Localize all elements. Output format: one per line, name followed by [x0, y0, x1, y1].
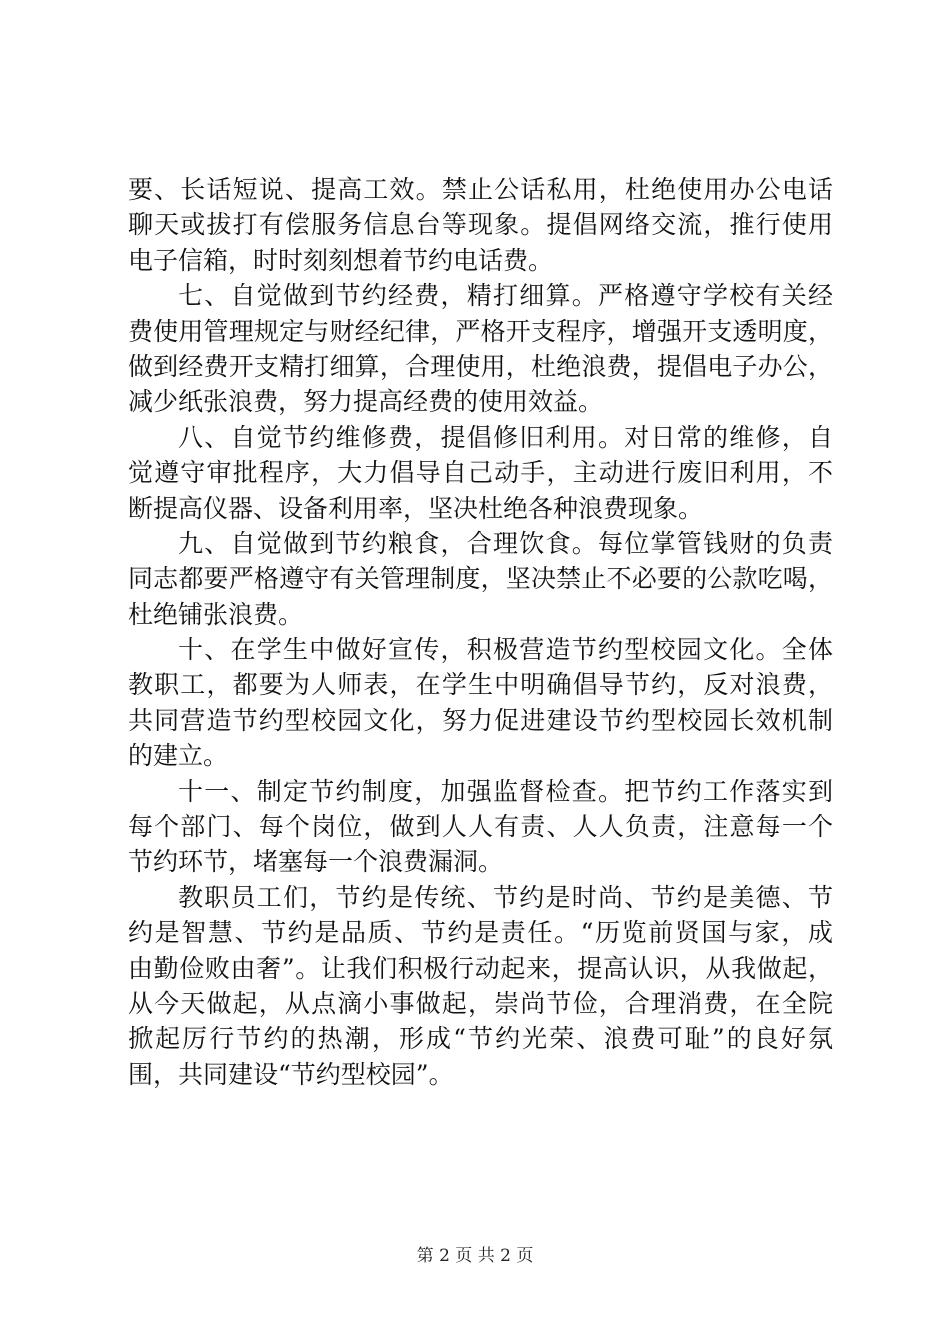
text-line: 做到经费开支精打细算，合理使用，杜绝浪费，提倡电子办公，: [128, 351, 833, 381]
text-line: 从今天做起，从点滴小事做起，崇尚节俭，合理消费，在全院: [128, 988, 833, 1018]
text-line: 每个部门、每个岗位，做到人人有责、人人负责，注意每一个: [128, 812, 833, 842]
text-line: 杜绝铺张浪费。: [128, 599, 304, 629]
text-line: 九、自觉做到节约粮食，合理饮食。每位掌管钱财的负责: [178, 528, 833, 558]
text-line: 七、自觉做到节约经费，精打细算。严格遵守学校有关经: [178, 281, 833, 311]
text-line: 费使用管理规定与财经纪律，严格开支程序，增强开支透明度，: [128, 316, 833, 346]
page-footer: 第 2 页 共 2 页: [416, 1246, 534, 1266]
document-body: [128, 172, 833, 1092]
text-line: 围，共同建设“节约型校园”。: [128, 1059, 454, 1089]
text-line: 教职工，都要为人师表，在学生中明确倡导节约，反对浪费，: [128, 670, 833, 700]
text-line: 减少纸张浪费，努力提高经费的使用效益。: [128, 387, 604, 417]
text-line: 十、在学生中做好宣传，积极营造节约型校园文化。全体: [178, 635, 833, 665]
text-line: 共同营造节约型校园文化，努力促进建设节约型校园长效机制: [128, 705, 833, 735]
text-line: 同志都要严格遵守有关管理制度，坚决禁止不必要的公款吃喝，: [128, 564, 833, 594]
text-line: 聊天或拔打有偿服务信息台等现象。提倡网络交流，推行使用: [128, 210, 833, 240]
text-line: 掀起厉行节约的热潮，形成“节约光荣、浪费可耻”的良好氛: [128, 1024, 833, 1054]
text-line: 觉遵守审批程序，大力倡导自己动手，主动进行废旧利用，不: [128, 458, 833, 488]
text-line: 的建立。: [128, 741, 229, 771]
text-line: 约是智慧、节约是品质、节约是责任。“历览前贤国与家，成: [128, 918, 833, 948]
text-line: 十一、制定节约制度，加强监督检查。把节约工作落实到: [178, 776, 833, 806]
text-line: 节约环节，堵塞每一个浪费漏洞。: [128, 847, 504, 877]
text-line: 教职员工们，节约是传统、节约是时尚、节约是美德、节: [178, 882, 833, 912]
text-line: 要、长话短说、提高工效。禁止公话私用，杜绝使用办公电话: [128, 175, 833, 204]
text-line: 断提高仪器、设备利用率，坚决杜绝各种浪费现象。: [128, 493, 704, 523]
text-line: 电子信箱，时时刻刻想着节约电话费。: [128, 245, 554, 275]
text-line: 八、自觉节约维修费，提倡修旧利用。对日常的维修，自: [178, 422, 833, 452]
text-line: 由勤俭败由奢”。让我们积极行动起来，提高认识，从我做起，: [128, 953, 833, 983]
